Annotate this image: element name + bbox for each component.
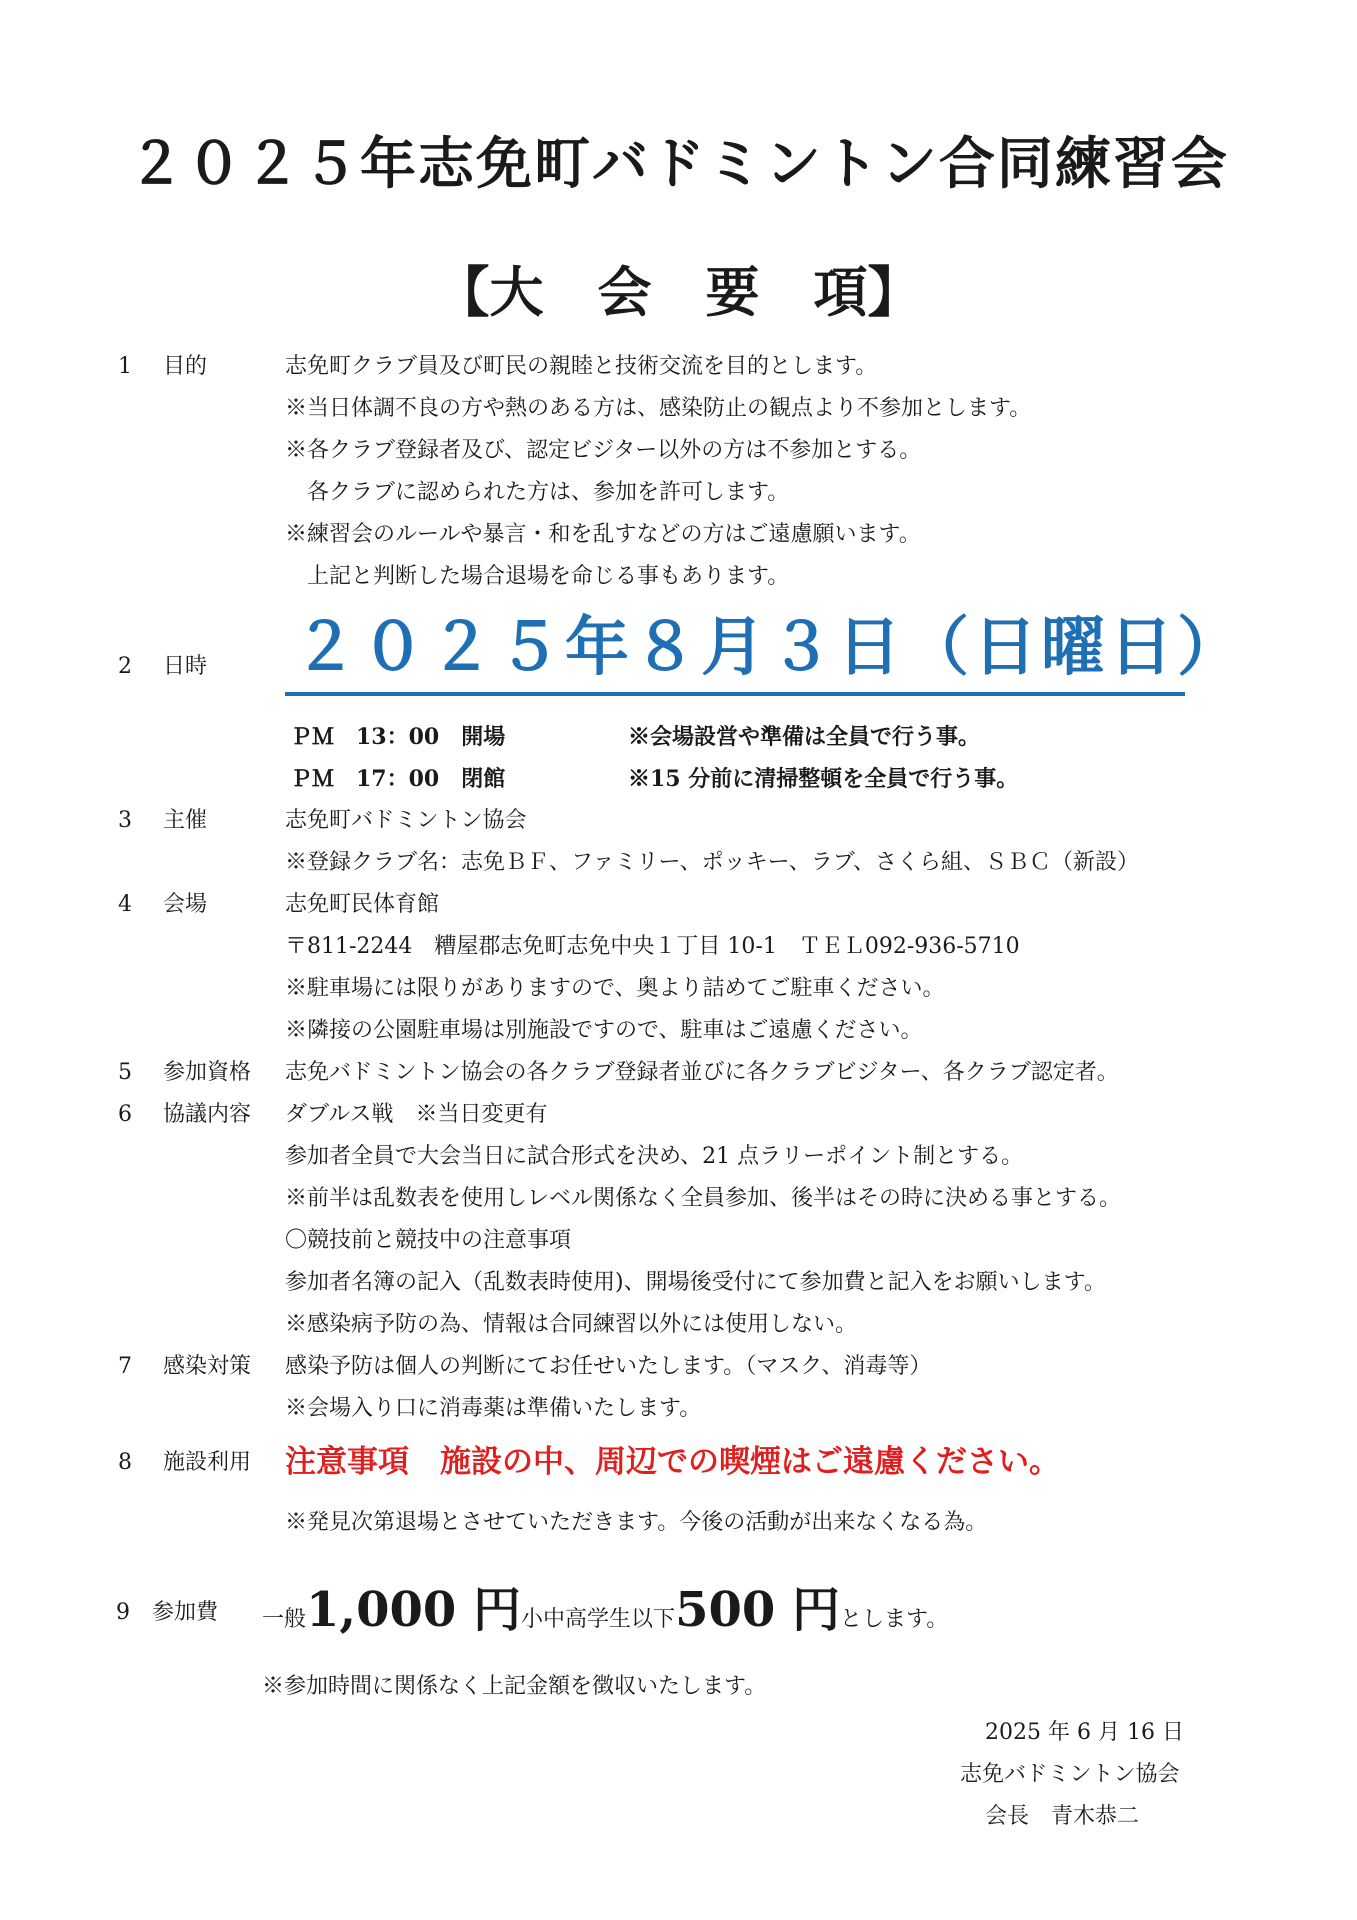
student-fee: 500 円 xyxy=(675,1582,840,1638)
page-subtitle: 【大 会 要 項】 xyxy=(435,260,922,324)
open-note: ※会場設営や準備は全員で行う事。 xyxy=(628,724,981,750)
section-text: ダブルス戦 ※当日変更有 xyxy=(285,1102,548,1127)
section-text: 参加者全員で大会当日に試合形式を決め、21 点ラリーポイント制とする。 xyxy=(285,1144,1024,1169)
section-text: 各クラブに認められた方は、参加を許可します。 xyxy=(285,480,790,505)
section-number: 2 xyxy=(118,654,132,679)
section-text: 志免町民体育館 xyxy=(285,892,440,917)
section-text: ※隣接の公園駐車場は別施設ですので、駐車はご遠慮ください。 xyxy=(285,1018,923,1043)
section-text: 〇競技前と競技中の注意事項 xyxy=(285,1228,572,1253)
section-text: ※感染病予防の為、情報は合同練習以外には使用しない。 xyxy=(285,1312,858,1337)
close-time: ＰＭ 17：00 閉館 xyxy=(290,766,506,792)
section-label: 施設利用 xyxy=(163,1450,252,1475)
section-text: ※練習会のルールや暴言・和を乱すなどの方はご遠慮願います。 xyxy=(285,522,921,547)
section-text: ※発見次第退場とさせていただきます。今後の活動が出来なくなる為。 xyxy=(285,1510,988,1535)
section-number: 1 xyxy=(118,354,132,379)
section-label: 感染対策 xyxy=(163,1354,252,1379)
smoking-warning: 注意事項 施設の中、周辺での喫煙はご遠慮ください。 xyxy=(285,1444,1060,1480)
issuing-organization: 志免バドミントン協会 xyxy=(960,1762,1180,1787)
page-title: ２０２５年志免町バドミントン合同練習会 xyxy=(128,131,1229,197)
student-label: 小中高学生以下 xyxy=(521,1607,676,1632)
section-text: 志免バドミントン協会の各クラブ登録者並びに各クラブビジター、各クラブ認定者。 xyxy=(285,1060,1119,1085)
section-text: ※登録クラブ名：志免ＢＦ、ファミリー、ポッキー、ラブ、さくら組、ＳＢＣ（新設） xyxy=(285,850,1140,875)
general-fee: 1,000 円 xyxy=(306,1582,522,1638)
close-note: ※15 分前に清掃整頓を全員で行う事。 xyxy=(628,766,1019,792)
section-number: 9 xyxy=(116,1600,130,1625)
section-text: 志免町クラブ員及び町民の親睦と技術交流を目的とします。 xyxy=(285,354,878,379)
fee-suffix: とします。 xyxy=(839,1607,949,1632)
date-underline xyxy=(285,692,1185,696)
section-label: 会場 xyxy=(163,892,208,917)
section-label: 主催 xyxy=(163,808,208,833)
section-number: 3 xyxy=(118,808,132,833)
section-text: ※各クラブ登録者及び、認定ビジター以外の方は不参加とする。 xyxy=(285,438,922,463)
event-date: ２０２５年８月３日（日曜日） xyxy=(293,610,1245,685)
section-text: 感染予防は個人の判断にてお任せいたします。（マスク、消毒等） xyxy=(285,1354,932,1379)
section-label: 参加資格 xyxy=(163,1060,252,1085)
signer-name: 会長 青木恭二 xyxy=(985,1804,1140,1829)
section-text: ※前半は乱数表を使用しレベル関係なく全員参加、後半はその時に決める事とする。 xyxy=(285,1186,1122,1211)
issue-date: 2025 年 6 月 16 日 xyxy=(985,1720,1184,1745)
section-number: 5 xyxy=(118,1060,132,1085)
general-label: 一般 xyxy=(262,1607,307,1632)
fee-line xyxy=(262,1580,948,1650)
fee-note: ※参加時間に関係なく上記金額を徴収いたします。 xyxy=(262,1674,767,1699)
section-label: 目的 xyxy=(163,354,208,379)
section-text: ※当日体調不良の方や熱のある方は、感染防止の観点より不参加とします。 xyxy=(285,396,1032,421)
section-number: 7 xyxy=(118,1354,132,1379)
section-number: 4 xyxy=(118,892,132,917)
open-time: ＰＭ 13：00 開場 xyxy=(290,724,506,750)
section-text: 志免町バドミントン協会 xyxy=(285,808,527,833)
venue-address: 〒811-2244 糟屋郡志免町志免中央１丁目 10-1 ＴＥＬ092-936-5710 xyxy=(285,934,1020,959)
section-label: 協議内容 xyxy=(163,1102,252,1127)
section-label: 参加費 xyxy=(152,1600,219,1625)
section-text: 参加者名簿の記入（乱数表時使用)、開場後受付にて参加費と記入をお願いします。 xyxy=(285,1270,1106,1295)
section-number: 6 xyxy=(118,1102,132,1127)
section-label: 日時 xyxy=(163,654,208,679)
section-text: ※駐車場には限りがありますので、奥より詰めてご駐車ください。 xyxy=(285,976,945,1001)
section-text: ※会場入り口に消毒薬は準備いたします。 xyxy=(285,1396,702,1421)
section-number: 8 xyxy=(118,1450,132,1475)
section-text: 上記と判断した場合退場を命じる事もあります。 xyxy=(285,564,790,589)
